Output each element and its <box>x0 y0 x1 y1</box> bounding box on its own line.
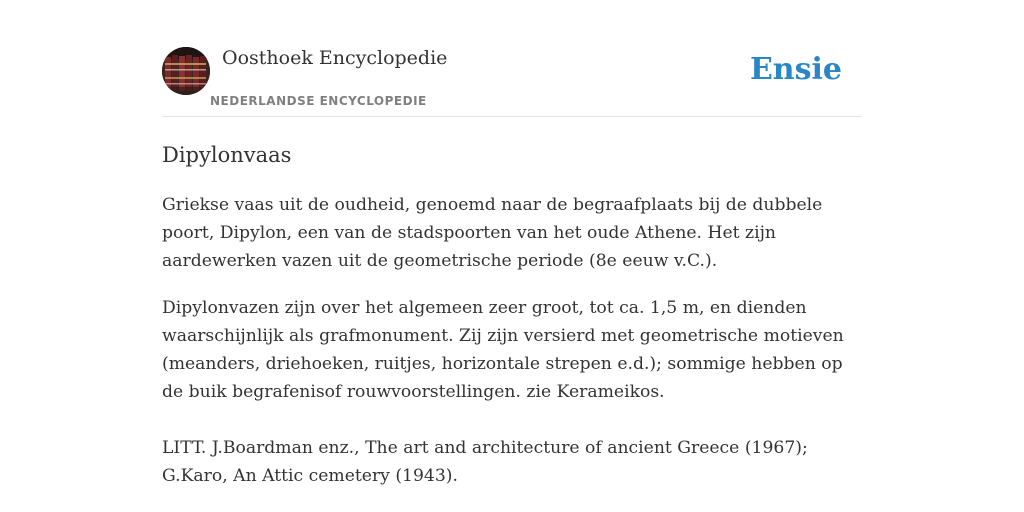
brand-logo[interactable]: Ensie <box>749 52 842 87</box>
site-logo-avatar[interactable] <box>162 47 210 95</box>
book-spines-icon <box>162 47 210 95</box>
article-title: Dipylonvaas <box>162 143 292 167</box>
article-paragraph: Dipylonvazen zijn over het algemeen zeer groot, tot ca. 1,5 m, en dienden waarschijnlijk als grafmonument. Zij zijn versierd met geometrische motieven (meanders, driehoeken, ruitjes, horizontale strepen e.d.); sommige hebben op de buik begrafenisof rouwvoorstellingen. zie Kerameikos. <box>162 298 844 402</box>
site-header <box>162 0 862 117</box>
site-subtitle: NEDERLANDSE ENCYCLOPEDIE <box>210 94 427 108</box>
article <box>162 140 862 509</box>
article-paragraph: Griekse vaas uit de oudheid, genoemd naar de begraafplaats bij de dubbele poort, Dipylon, een van de stadspoorten van het oude Athene. Het zijn aardewerken vazen uit de geometrische periode (8e eeuw v.C.). <box>162 195 823 271</box>
site-title[interactable]: Oosthoek Encyclopedie <box>222 47 448 69</box>
literature-reference: LITT. J.Boardman enz., The art and architecture of ancient Greece (1967); G.Karo, An Attic cemetery (1943). <box>162 438 808 486</box>
